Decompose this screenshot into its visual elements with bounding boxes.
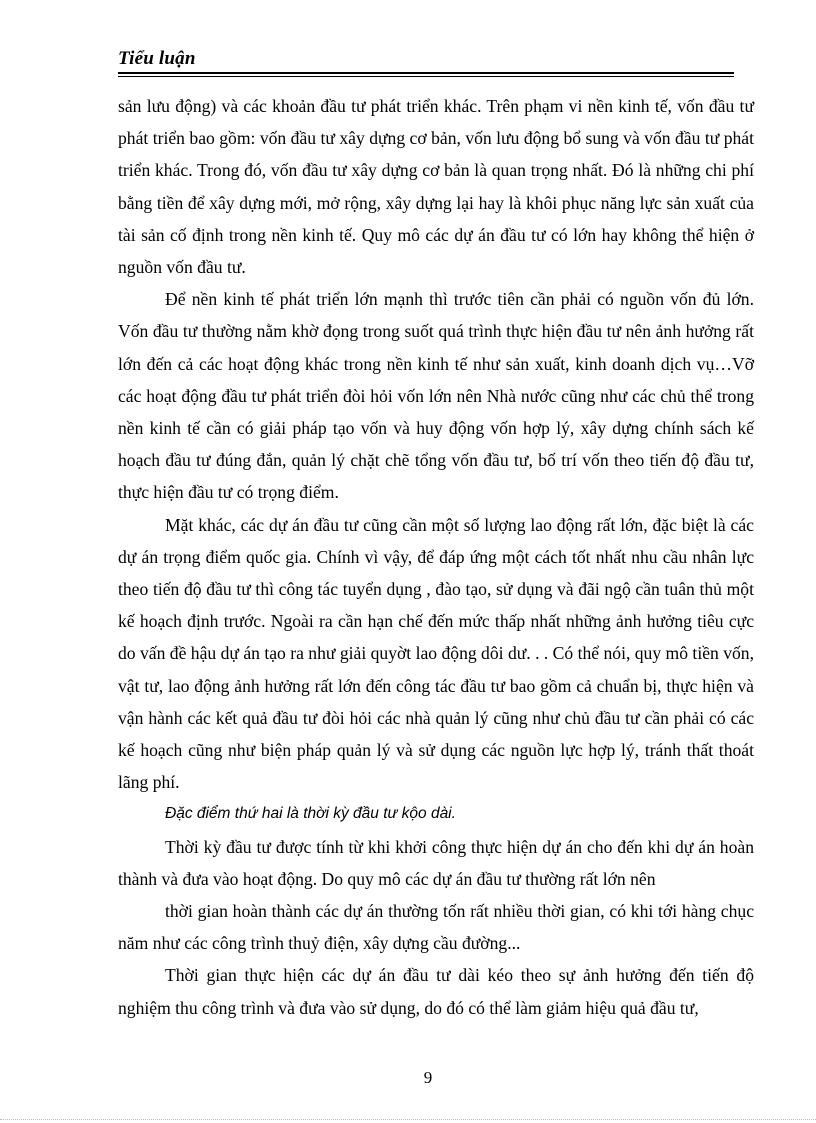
section-subheading: Đặc điểm thứ hai là thời kỳ đầu tư kộo dài. xyxy=(165,805,456,823)
footer-divider xyxy=(0,1119,816,1120)
document-body xyxy=(118,90,754,1024)
paragraph-duration-cont: thời gian hoàn thành các dự án thường tốn rất nhiều thời gian, có khi tới hàng chục năm như các công trình thuỷ điện, xây dựng cầu đường... xyxy=(118,901,754,954)
page-header xyxy=(118,46,734,77)
header-rule-thin xyxy=(118,76,734,77)
paragraph-effects: Thời gian thực hiện các dự án đầu tư dài kéo theo sự ảnh hưởng đến tiến độ nghiệm thu công trình và đưa vào sử dụng, do đó có thể làm giảm hiệu quả đầu tư, xyxy=(118,965,754,1018)
paragraph-labor: Mặt khác, các dự án đầu tư cũng cần một số lượng lao động rất lớn, đặc biệt là các dự án trọng điểm quốc gia. Chính vì vậy, để đáp ứng một cách tốt nhất nhu cầu nhân lực theo tiến độ đầu tư thì công tác tuyển dụng , đào tạo, sử dụng và đãi ngộ cần tuân thủ một kế hoạch định trước. Ngoài ra cần hạn chế đến mức thấp nhất những ảnh hưởng tiêu cực do vấn đề hậu dự án tạo ra như giải quyờt lao động dôi dư. . . Có thể nói, quy mô tiền vốn, vật tư, lao động ảnh hưởng rất lớn đến công tác đầu tư bao gồm cả chuẩn bị, thực hiện và vận hành các kết quả đầu tư đòi hỏi các nhà quản lý cũng như chủ đầu tư cần phải có các kế hoạch cũng như biện pháp quản lý và sử dụng các nguồn lực hợp lý, tránh thất thoát lãng phí. xyxy=(118,514,755,793)
page-number: 9 xyxy=(423,1068,433,1087)
header-title: Tiểu luận xyxy=(118,48,196,69)
paragraph-continuation: sản lưu động) và các khoản đầu tư phát triển khác. Trên phạm vi nền kinh tế, vốn đầu tư phát triển bao gồm: vốn đầu tư xây dựng cơ bản, vốn lưu động bổ sung và vốn đầu tư phát triển khác. Trong đó, vốn đầu tư xây dựng cơ bản là quan trọng nhất. Đó là những chi phí bằng tiền để xây dựng mới, mở rộng, xây dựng lại hay là khôi phục năng lực sản xuất của tài sản cố định trong nền kinh tế. Quy mô các dự án đầu tư có lớn hay không thể hiện ở nguồn vốn đầu tư. xyxy=(118,96,754,278)
paragraph-duration: Thời kỳ đầu tư được tính từ khi khởi công thực hiện dự án cho đến khi dự án hoàn thành và đưa vào hoạt động. Do quy mô các dự án đầu tư thường rất lớn nên xyxy=(118,836,754,889)
header-rule-thick xyxy=(118,72,734,74)
paragraph-capital: Để nền kinh tế phát triển lớn mạnh thì trước tiên cần phải có nguồn vốn đủ lớn. Vốn đầu tư thường nằm khờ đọng trong suốt quá trình thực hiện đầu tư nên ảnh hưởng rất lớn đến cả các hoạt động khác trong nền kinh tế như sản xuất, kinh doanh dịch vụ…Vỡ các hoạt động đầu tư phát triển đòi hỏi vốn lớn nên Nhà nước cũng như các chủ thể trong nền kinh tế cần có giải pháp tạo vốn và huy động vốn hợp lý, xây dựng chính sách kế hoạch đầu tư đúng đắn, quản lý chặt chẽ tổng vốn đầu tư, bố trí vốn theo tiến độ đầu tư, thực hiện đầu tư có trọng điểm. xyxy=(118,289,754,503)
